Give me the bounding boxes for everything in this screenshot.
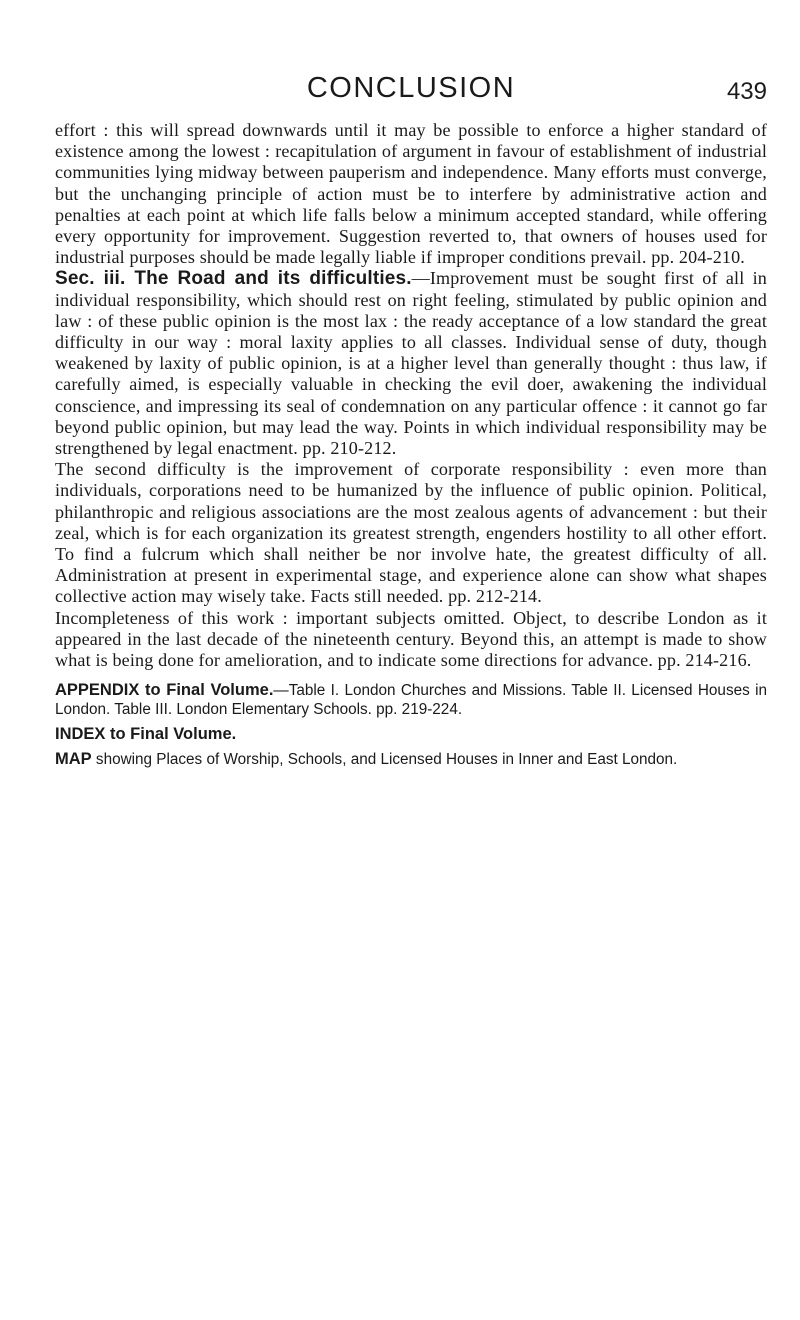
map-entry <box>55 750 767 769</box>
page-number: 439 <box>726 78 767 105</box>
back-matter <box>55 681 767 769</box>
map-heading: MAP <box>55 750 92 769</box>
running-header <box>55 72 767 112</box>
book-page <box>55 0 767 1320</box>
paragraph-second-difficulty: The second difficulty is the improvement of corporate responsibility : even more than individuals, corporations need to be humanized by the influence of public opinion. Political, philanthropic and religious associations are the most zealous agents of advancement : but their zeal, which is for each organization its greatest strength, engenders hostility to all other effort. To find a fulcrum which shall neither be nor involve hate, the greatest difficulty of all. Administration at present in experimental stage, and experience alone can show what shapes collective action may wisely take. Facts still needed. pp. 212-214. <box>55 459 767 607</box>
appendix-text: —Table I. London Churches and Missions. Table II. Licensed Houses in London. Table III. London Elementary Schools. pp. 219-224. <box>55 682 767 719</box>
section-text: —Improvement must be sought first of all in individual responsibility, which should rest on right feeling, stimulated by public opinion and law : of these public opinion is the most lax : the ready acceptance of a low standard the great difficulty in our way : moral laxity applies to all classes. Individual sense of duty, though weakened by laxity of public opinion, is at a higher level than generally thought : thus law, if carefully aimed, is especially valuable in checking the evil doer, awakening the individual conscience, and impressing its seal of condemnation on any particular offence : it cannot go far beyond public opinion, but may lead the way. Points in which individual responsibility may be strengthened by legal enactment. pp. 210-212. <box>55 268 767 459</box>
index-heading: INDEX to Final Volume. <box>55 725 237 744</box>
section-heading: Sec. iii. The Road and its difficulties. <box>55 268 412 290</box>
appendix-entry <box>55 681 767 719</box>
body-text <box>55 120 767 775</box>
appendix-heading: APPENDIX to Final Volume. <box>55 681 274 700</box>
running-title: CONCLUSION <box>306 72 516 104</box>
map-text: showing Places of Worship, Schools, and Licensed Houses in Inner and East London. <box>91 751 678 769</box>
index-entry <box>55 725 767 744</box>
paragraph-incompleteness: Incompleteness of this work : important subjects omitted. Object, to describe London as it appeared in the last decade of the nineteenth century. Beyond this, an attempt is made to show what is being done for amelioration, and to indicate some directions for advance. pp. 214-216. <box>55 607 767 671</box>
section-iii-paragraph <box>55 268 767 459</box>
paragraph-continuation: effort : this will spread downwards until it may be possible to enforce a higher standard of existence among the lowest : recapitulation of argument in favour of establishment of industrial communities lying midway between pauperism and independence. Many efforts must converge, but the unchanging principle of action must be to interfere by administrative action and penalties at each point at which life falls below a minimum accepted standard, while offering every opportunity for improvement. Suggestion reverted to, that owners of houses used for industrial purposes should be made legally liable if improper conditions prevail. pp. 204-210. <box>55 120 767 268</box>
